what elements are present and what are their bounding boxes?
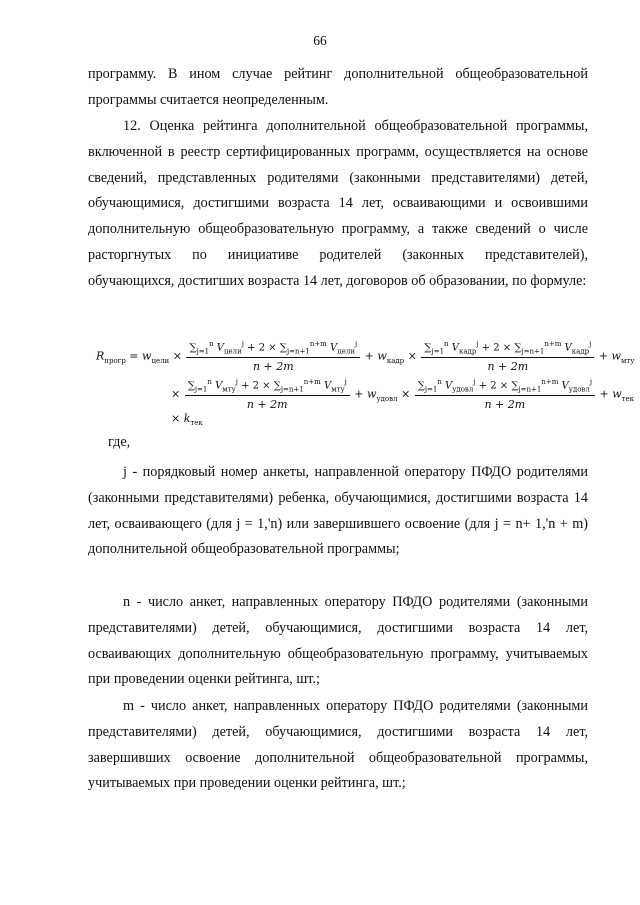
- fraction-kadr: $\frac{\sum_{j=1}^n V_{кадр}^j + 2 \times \sum_{j=n+1}^{n+m} V_{кадр}^j}{n + 2m}$: [421, 340, 594, 373]
- paragraph-continuation: [88, 62, 588, 114]
- formula-line-3: × $k_{тек}$: [171, 412, 203, 428]
- definition-n-block: [88, 590, 588, 693]
- definition-m: m - число анкет, направленных оператору ПФДО родителями (законными представителями) детей, обучающимися, достигшими возраста 14 лет, завершивших освоение дополнительной общеобразовательной программы, учитываемых при проведении оценки рейтинга, шт.;: [88, 698, 588, 792]
- definition-j-block: [88, 460, 588, 563]
- definition-m-block: [88, 694, 588, 797]
- where-label: где,: [108, 434, 131, 450]
- formula-line-2: × $\frac{\sum_{j=1}^n V_{мту}^j + 2 \times \sum_{j=n+1}^{n+m} V_{мту}^j}{n + 2m}$ + $w_{удовл}$ × $\frac{\sum_{j=1}^n V_{удовл}^j + 2 \times \sum_{j=n+1}^{n+m} V_{удовл}^j}{n + 2m}$ + $w_{тек}$: [171, 378, 635, 412]
- definition-n: n - число анкет, направленных оператору ПФДО родителями (законными представителями) детей, обучающимися, достигшими возраста 14 лет, осваивающих дополнительную общеобразовательную программу, учитываемых при проведении оценки рейтинга, шт.;: [88, 594, 588, 688]
- fraction-celi: $\frac{\sum_{j=1}^n V_{цели}^j + 2 \times \sum_{j=n+1}^{n+m} V_{цели}^j}{n + 2m}$: [186, 340, 360, 373]
- formula-line-1: $R_{прогр} = w_{цели}$ × $\frac{\sum_{j=1}^n V_{цели}^j + 2 \times \sum_{j=n+1}^{n+m} V_{цели}^j}{n + 2m}$ + $w_{кадр}$ × $\frac{\sum_{j=1}^n V_{кадр}^j + 2 \times \sum_{j=n+1}^{n+m} V_{кадр}^j}{n + 2m}$ + $w_{мту}$: [96, 340, 635, 374]
- paragraph-item-12: [88, 114, 588, 295]
- paragraph-2: 12. Оценка рейтинга дополнительной общеобразовательной программы, включенной в реестр сертифицированных программ, осуществляется на основе сведений, представленных родителями (законными представителями) детей, обучающимися, достигшими возраста 14 лет, осваивающими и освоившими дополнительную общеобразовательную программу, а также сведений о числе расторгнутых по инициативе родителей (законных представителей), обучающихся, достигших возраста 14 лет, договоров об образовании, по формуле:: [88, 118, 588, 289]
- page-number: 66: [313, 33, 327, 48]
- paragraph-1: программу. В ином случае рейтинг дополнительной общеобразовательной программы считается неопределенным.: [88, 66, 588, 108]
- fraction-mtu: $\frac{\sum_{j=1}^n V_{мту}^j + 2 \times \sum_{j=n+1}^{n+m} V_{мту}^j}{n + 2m}$: [185, 378, 350, 411]
- definition-j: j - порядковый номер анкеты, направленной оператору ПФДО родителями (законными представителями) ребенка, обучающимися, достигшими возраста 14 лет, осваивающего (для j = 1,'n) или завершившего освоение (для j = n+ 1,'n + m) дополнительной общеобразовательной программы;: [88, 464, 588, 558]
- fraction-udovl: $\frac{\sum_{j=1}^n V_{удовл}^j + 2 \times \sum_{j=n+1}^{n+m} V_{удовл}^j}{n + 2m}$: [415, 378, 595, 411]
